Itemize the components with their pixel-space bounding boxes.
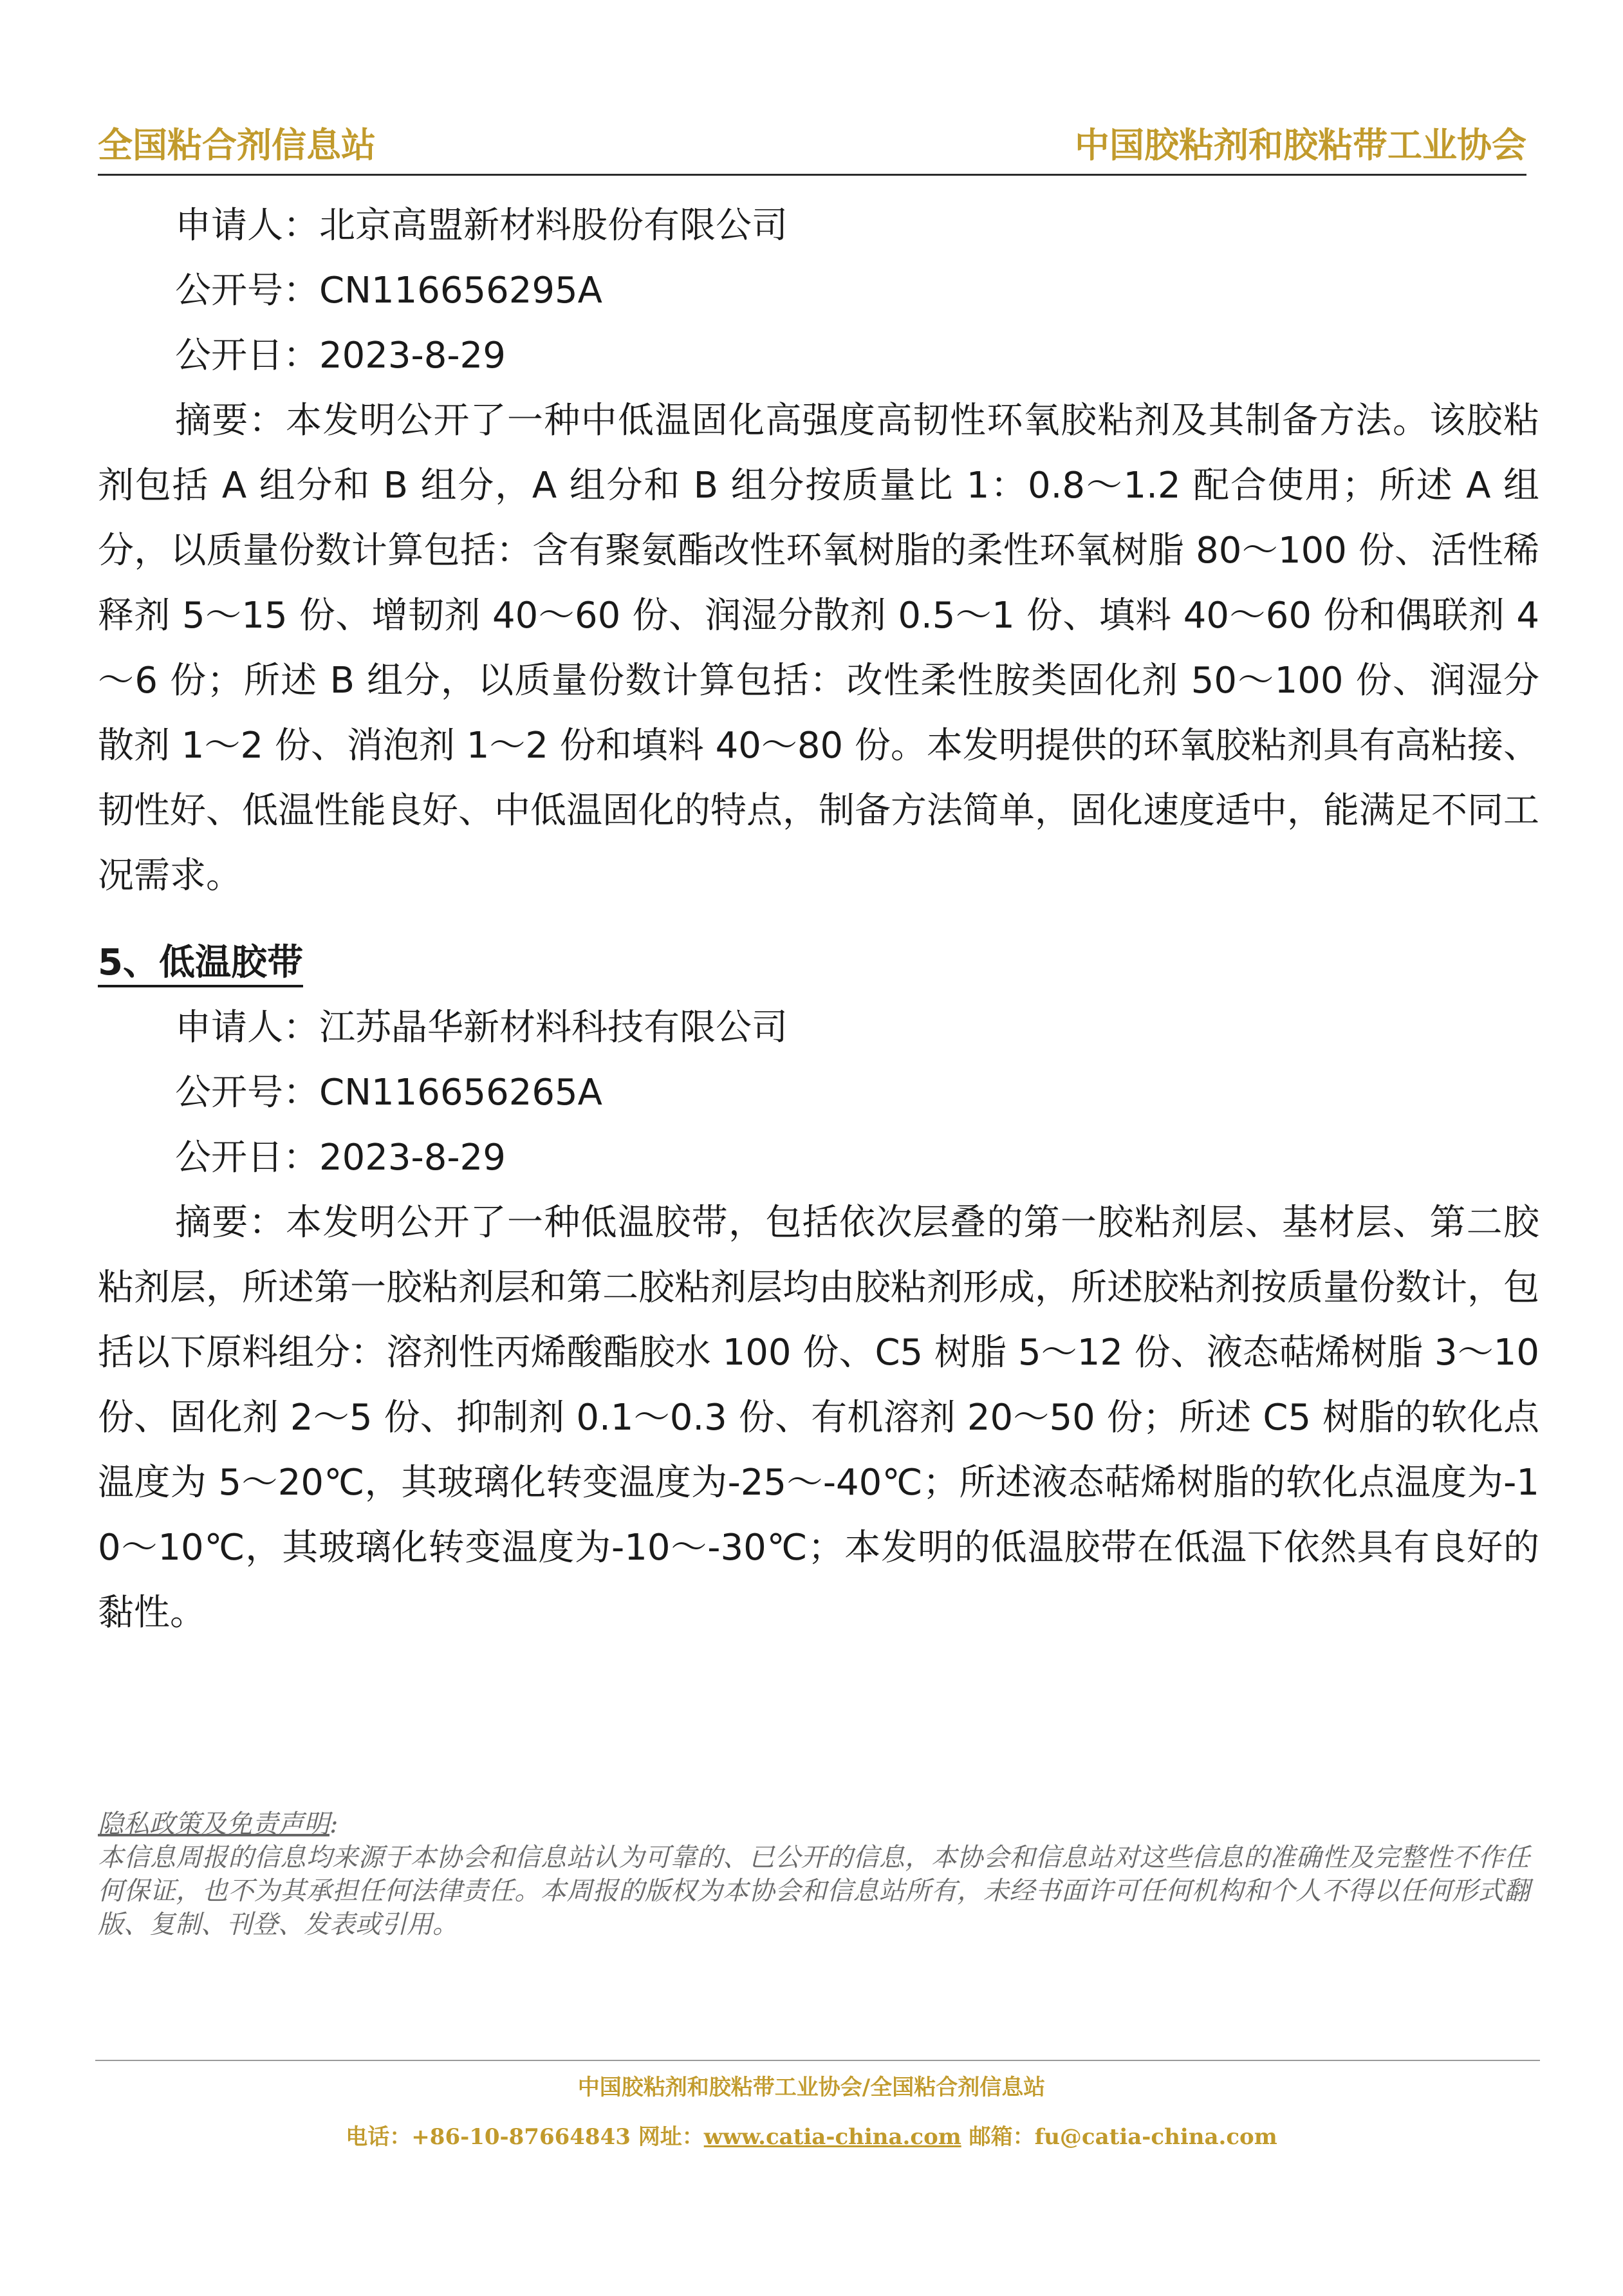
disclaimer-text: 本信息周报的信息均来源于本协会和信息站认为可靠的、已公开的信息，本协会和信息站对这些信息的准确性及完整性不作任何保证，也不为其承担任何法律责任。本周报的版权为本协会和信息站所有，未经书面许可任何机构和个人不得以任何形式翻版、复制、刊登、发表或引用。 <box>98 1843 1530 1939</box>
main-content <box>98 193 1539 1645</box>
footer-phone: 电话：+86-10-87664843 网址： <box>346 2124 704 2150</box>
page-header <box>98 116 1526 176</box>
footer-contact <box>0 2119 1623 2151</box>
footer-divider <box>95 2060 1540 2061</box>
footer-email: 邮箱：fu@catia-china.com <box>961 2124 1277 2150</box>
patent-entry-5 <box>98 930 1539 1645</box>
footer-website-link[interactable]: www.catia-china.com <box>703 2124 961 2150</box>
publication-date-line: 公开日：2023-8-29 <box>175 335 506 377</box>
publication-date-line: 公开日：2023-8-29 <box>175 1137 506 1179</box>
section-title <box>98 930 1539 995</box>
abstract-paragraph: 摘要：本发明公开了一种中低温固化高强度高韧性环氧胶粘剂及其制备方法。该胶粘剂包括 A 组分和 B 组分，A 组分和 B 组分按质量比 1：0.8～1.2 配合使用；所述 A 组分，以质量份数计算包括：含有聚氨酯改性环氧树脂的柔性环氧树脂 80～100 份、活性稀释剂 5～15 份、增韧剂 40～60 份、润湿分散剂 0.5～1 份、填料 40～60 份和偶联剂 4～6 份；所述 B 组分，以质量份数计算包括：改性柔性胺类固化剂 50～100 份、润湿分散剂 1～2 份、消泡剂 1～2 份和填料 40～80 份。本发明提供的环氧胶粘剂具有高粘接、韧性好、低温性能良好、中低温固化的特点，制备方法简单，固化速度适中，能满足不同工况需求。 <box>98 400 1539 897</box>
header-association-name: 中国胶粘剂和胶粘带工业协会 <box>1075 124 1526 165</box>
abstract-paragraph: 摘要：本发明公开了一种低温胶带，包括依次层叠的第一胶粘剂层、基材层、第二胶粘剂层，所述第一胶粘剂层和第二胶粘剂层均由胶粘剂形成，所述胶粘剂按质量份数计，包括以下原料组分：溶剂性丙烯酸酯胶水 100 份、C5 树脂 5～12 份、液态萜烯树脂 3～10 份、固化剂 2～5 份、抑制剂 0.1～0.3 份、有机溶剂 20～50 份；所述 C5 树脂的软化点温度为 5～20℃，其玻璃化转变温度为-25～-40℃；所述液态萜烯树脂的软化点温度为-10～10℃，其玻璃化转变温度为-10～-30℃；本发明的低温胶带在低温下依然具有良好的黏性。 <box>98 1202 1539 1634</box>
disclaimer-title: 隐私政策及免责声明 <box>98 1809 329 1839</box>
disclaimer-block <box>98 1807 1530 1941</box>
disclaimer-heading <box>98 1807 1530 1841</box>
publication-number-line: 公开号：CN116656295A <box>175 270 602 312</box>
patent-entry-4 <box>98 193 1539 908</box>
disclaimer-title-colon: : <box>329 1809 339 1839</box>
applicant-line: 申请人：江苏晶华新材料科技有限公司 <box>175 1007 788 1049</box>
section-title-text: 5、低温胶带 <box>98 942 303 987</box>
applicant-line: 申请人：北京高盟新材料股份有限公司 <box>175 205 788 247</box>
footer-organization: 中国胶粘剂和胶粘带工业协会/全国粘合剂信息站 <box>577 2075 1046 2100</box>
header-site-name: 全国粘合剂信息站 <box>98 124 376 165</box>
publication-number-line: 公开号：CN116656265A <box>175 1072 602 1114</box>
